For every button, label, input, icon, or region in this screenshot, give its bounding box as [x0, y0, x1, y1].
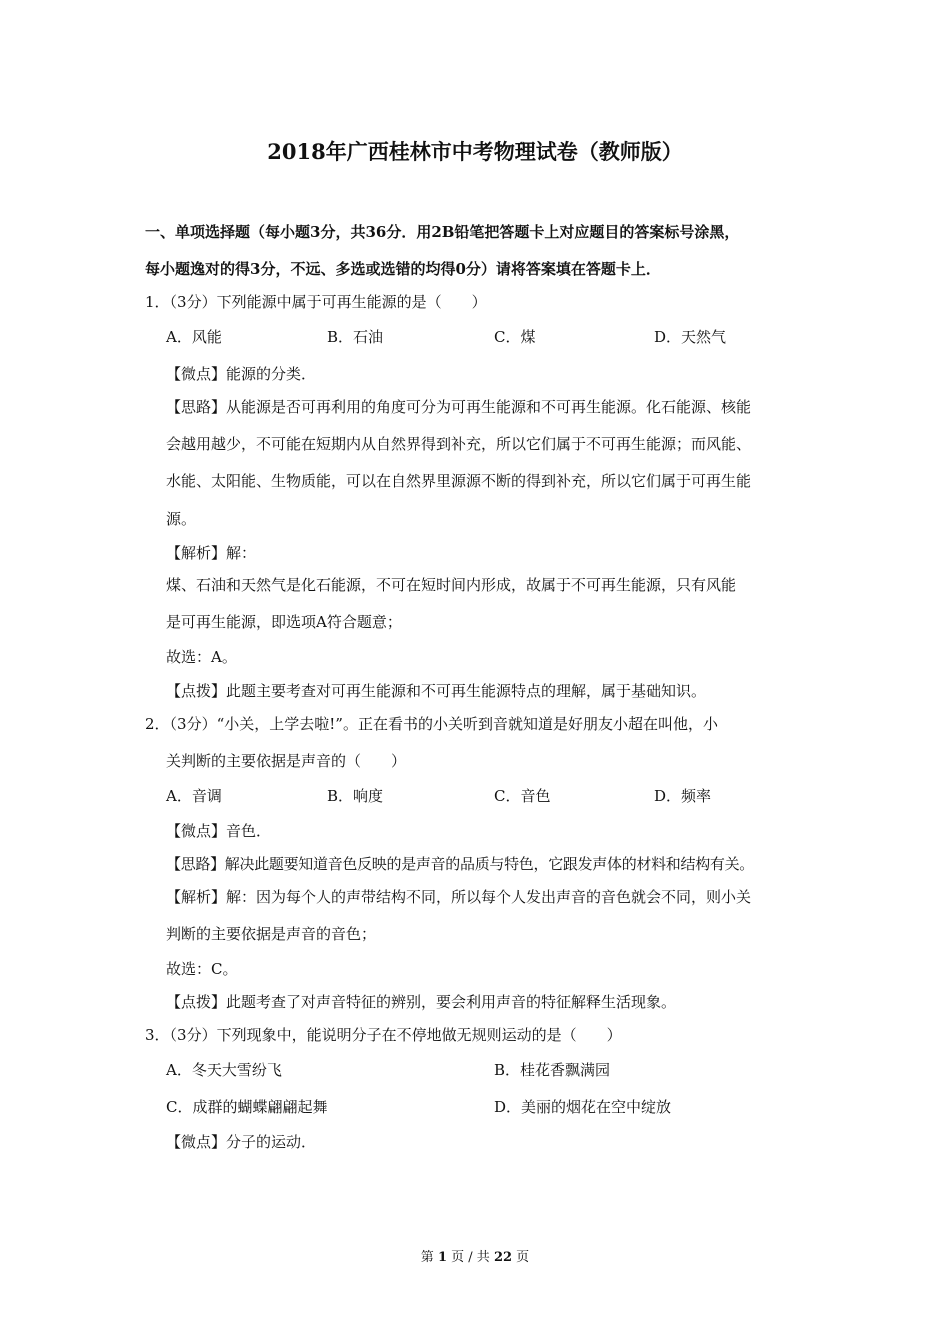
page-title: 2018年广西桂林市中考物理试卷（教师版） [267, 139, 683, 164]
q1-silu-line1: 【思路】从能源是否可再利用的角度可分为可再生能源和不可再生能源。化石能源、核能 [166, 398, 752, 416]
footer-prefix: 第 [420, 1250, 434, 1265]
footer-middle: 页 / 共 [451, 1250, 490, 1265]
page-footer [0, 1247, 950, 1269]
section-heading-line2: 每小题逸对的得3分，不远、多选或选错的均得0分）请将答案填在答题卡上． [145, 260, 661, 278]
q2-jiexi-line1: 【解析】解：因为每个人的声带结构不同，所以每个人发出声音的音色就会不同，则小关 [166, 888, 752, 906]
q3-weidian: 【微点】分子的运动． [166, 1133, 317, 1151]
q1-jiexi-head: 【解析】解： [166, 544, 257, 562]
q2-jiexi-line2: 判断的主要依据是声音的音色； [166, 925, 377, 943]
footer-suffix: 页 [516, 1250, 530, 1265]
q2-stem-line1: 2．（3分）“小关，上学去啦!”。正在看书的小关听到音就知道是好朋友小超在叫他，小 [145, 715, 718, 733]
q1-weidian: 【微点】能源的分类． [166, 365, 317, 383]
q1-option-b: B．石油 [327, 328, 384, 346]
footer-total-pages: 22 [493, 1250, 513, 1265]
q2-silu: 【思路】解决此题要知道音色反映的是声音的品质与特色，它跟发声体的材料和结构有关。 [166, 855, 755, 873]
q1-dianbo: 【点拨】此题主要考查对可再生能源和不可再生能源特点的理解，属于基础知识。 [166, 682, 707, 700]
q2-option-a: A．音调 [166, 787, 222, 805]
q2-option-b: B．响度 [327, 787, 384, 805]
q3-option-a: A．冬天大雪纷飞 [166, 1061, 282, 1079]
q1-option-d: D．天然气 [654, 328, 727, 346]
q2-weidian: 【微点】音色． [166, 822, 272, 840]
q1-silu-line2: 会越用越少，不可能在短期内从自然界得到补充，所以它们属于不可再生能源；而风能、 [166, 435, 752, 453]
q2-option-c: C．音色 [494, 787, 551, 805]
q1-option-c: C．煤 [494, 328, 536, 346]
q3-option-b: B．桂花香飘满园 [494, 1061, 611, 1079]
q2-dianbo: 【点拨】此题考查了对声音特征的辨别，要会利用声音的特征解释生活现象。 [166, 993, 677, 1011]
q2-option-d: D．频率 [654, 787, 712, 805]
q2-stem-line2: 关判断的主要依据是声音的（ ） [166, 752, 407, 770]
q1-jiexi-line2: 是可再生能源，即选项A符合题意； [166, 613, 402, 631]
q3-option-c: C．成群的蝴蝶翩翩起舞 [166, 1098, 328, 1116]
q3-option-d: D．美丽的烟花在空中绽放 [494, 1098, 672, 1116]
footer-page-number: 1 [437, 1250, 447, 1265]
q1-jiexi-line1: 煤、石油和天然气是化石能源，不可在短时间内形成，故属于不可再生能源，只有风能 [166, 576, 737, 594]
section-heading-line1: 一、单项选择题（每小题3分，共36分．用2B铅笔把答题卡上对应题目的答案标号涂黑， [145, 223, 740, 241]
q2-answer: 故选：C。 [166, 960, 238, 978]
q1-option-a: A．风能 [166, 328, 222, 346]
q3-stem: 3．（3分）下列现象中，能说明分子在不停地做无规则运动的是（ ） [145, 1026, 622, 1044]
q1-stem: 1．（3分）下列能源中属于可再生能源的是（ ） [145, 293, 487, 311]
q1-silu-line4: 源。 [166, 510, 197, 528]
q1-answer: 故选：A。 [166, 648, 237, 666]
q1-silu-line3: 水能、太阳能、生物质能，可以在自然界里源源不断的得到补充，所以它们属于可再生能 [166, 472, 752, 490]
